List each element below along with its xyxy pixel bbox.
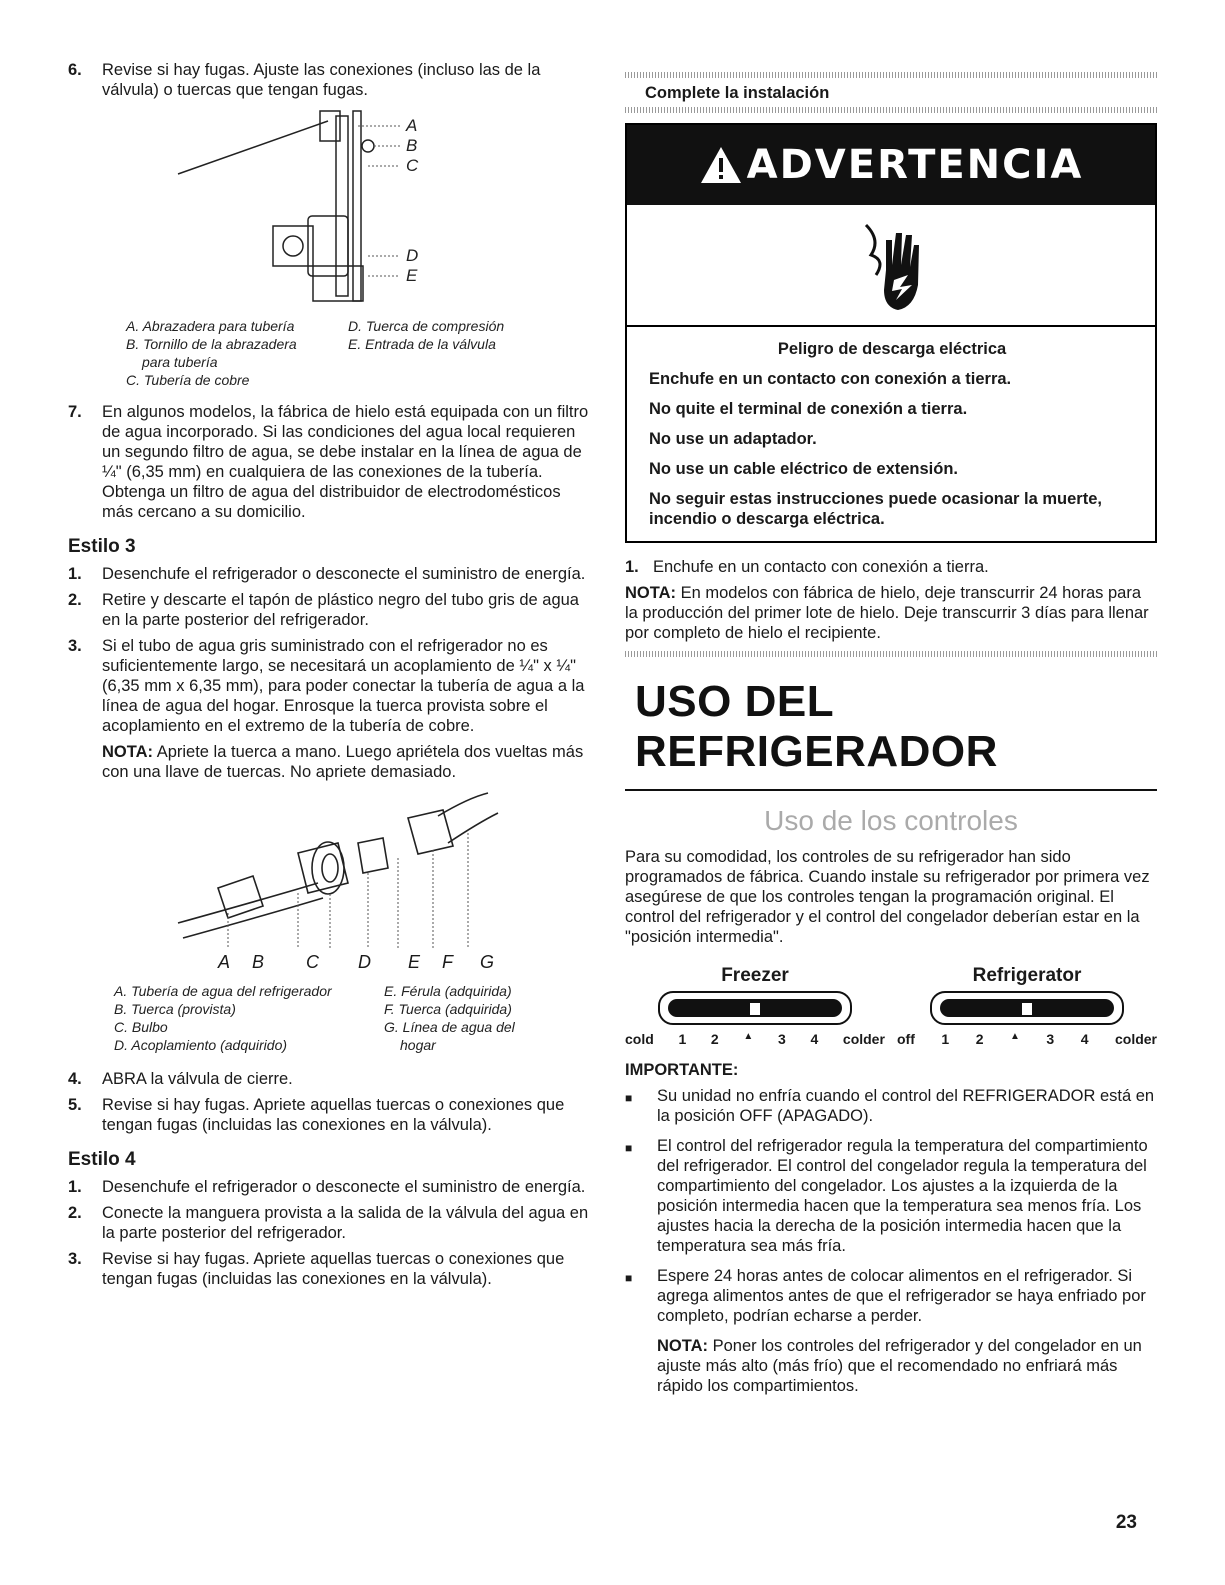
estilo3-step: 5. Revise si hay fugas. Apriete aquellas tuercas o conexiones que tengan fugas (incluidas las conexiones en la válvula). bbox=[68, 1096, 565, 1134]
scale-label: 4 bbox=[1080, 1031, 1089, 1047]
electric-shock-hand-icon bbox=[856, 215, 926, 315]
section-rule bbox=[625, 107, 1157, 113]
fig1-label-c: C bbox=[406, 156, 419, 175]
scale-label: 2 bbox=[710, 1031, 719, 1047]
refrigerator-slider[interactable] bbox=[930, 991, 1124, 1025]
estilo3-step: 3. Si el tubo de agua gris suministrado con el refrigerador no es suficientemente largo, se necesitará un acoplamiento de ¼" x ¼" (6,35 mm x 6,35 mm), para poder conectar la tubería de agua a la línea de agua del hogar. Enrosque la tuerca provista sobre el acoplamiento en el extremo de la tubería de cobre. bbox=[68, 637, 585, 735]
bullet-square-icon: ■ bbox=[625, 1141, 633, 1155]
section-heading: Complete la instalación bbox=[645, 84, 830, 102]
step-1: 1. Enchufe en un contacto con conexión a tierra. bbox=[625, 558, 989, 576]
refrigerator-label: Refrigerator bbox=[972, 965, 1082, 986]
fig1-label-d: D bbox=[406, 246, 419, 265]
scale-label: 1 bbox=[678, 1031, 687, 1047]
estilo3-note: NOTA: Apriete la tuerca a mano. Luego apriétela dos vueltas más con una llave de tuercas. No apriete demasiado. bbox=[102, 743, 584, 781]
warning-title: ADVERTENCIA bbox=[746, 142, 1084, 188]
fig2-caption: G. Línea de agua del bbox=[384, 1019, 515, 1035]
estilo-3-heading: Estilo 3 bbox=[68, 536, 136, 557]
intro-paragraph: Para su comodidad, los controles de su refrigerador han sido programados de fábrica. Cuando instale su refrigerador por primera vez asegúrese de que los controles tengan la programación original. El control del refrigerador y el control del congelador deberían estar en la "posición intermedia". bbox=[625, 848, 1150, 946]
refrigerator-slider-knob[interactable] bbox=[1021, 1002, 1033, 1016]
nota-1: NOTA: En modelos con fábrica de hielo, deje transcurrir 24 horas para la producción del primer lote de hielo. Deje transcurrir 3 días para llenar por completo de hielo el recipiente. bbox=[625, 584, 1149, 642]
refrigerator-scale bbox=[897, 1031, 1157, 1047]
shock-hazard-illustration bbox=[627, 205, 1155, 327]
scale-label: 3 bbox=[777, 1031, 786, 1047]
scale-label: off bbox=[897, 1031, 915, 1047]
coupling-figure bbox=[68, 788, 596, 958]
fig2-caption: D. Acoplamiento (adquirido) bbox=[114, 1037, 288, 1053]
fig2-label: A bbox=[218, 952, 231, 972]
bullet-item: ■ Espere 24 horas antes de colocar alimentos en el refrigerador. Si agrega alimentos antes de que el refrigerador se haya enfriado por completo, podrían echarse a perder. bbox=[625, 1267, 1146, 1325]
freezer-slider-knob[interactable] bbox=[749, 1002, 761, 1016]
estilo3-step: 1. Desenchufe el refrigerador o desconecte el suministro de energía. bbox=[68, 565, 586, 583]
freezer-slider[interactable] bbox=[658, 991, 852, 1025]
fig1-label-a: A bbox=[406, 116, 418, 135]
fig1-caption: A. Abrazadera para tubería bbox=[126, 318, 295, 334]
estilo4-step: 1. Desenchufe el refrigerador o desconecte el suministro de energía. bbox=[68, 1178, 586, 1196]
sub-title: Uso de los controles bbox=[764, 805, 1018, 836]
fig1-caption: E. Entrada de la válvula bbox=[348, 336, 496, 352]
importante-heading: IMPORTANTE: bbox=[625, 1061, 739, 1079]
main-title: USO DEL REFRIGERADOR bbox=[625, 657, 1157, 791]
fig2-label: D bbox=[358, 952, 371, 972]
page-number: 23 bbox=[1115, 1512, 1137, 1533]
scale-label: 4 bbox=[810, 1031, 819, 1047]
freezer-label: Freezer bbox=[721, 965, 789, 986]
estilo4-step: 2. Conecte la manguera provista a la salida de la válvula del agua en la parte posterior del refrigerador. bbox=[68, 1204, 589, 1242]
step-6: 6. Revise si hay fugas. Ajuste las conexiones (incluso las de la válvula) o tuercas que tengan fugas. bbox=[68, 61, 541, 99]
fig2-captions bbox=[114, 983, 596, 1055]
fig1-caption: para tubería bbox=[142, 354, 218, 370]
fig1-label-b: B bbox=[406, 136, 418, 155]
fig1-captions bbox=[126, 318, 596, 390]
fig2-label: F bbox=[442, 952, 453, 972]
freezer-scale bbox=[625, 1031, 885, 1047]
bullet-square-icon: ■ bbox=[625, 1271, 633, 1285]
warning-line: No quite el terminal de conexión a tierra. bbox=[649, 400, 968, 418]
coupling-illustration bbox=[68, 788, 596, 958]
scale-label: 2 bbox=[975, 1031, 984, 1047]
fig2-label: E bbox=[408, 952, 421, 972]
estilo3-step: 4. ABRA la válvula de cierre. bbox=[68, 1070, 293, 1088]
bullet-item: ■ El control del refrigerador regula la temperatura del compartimiento del refrigerador. El control del congelador regula la temperatura del compartimiento del congelador. Los ajustes a la izquierda de la posición intermedia hacen que la temperatura sea menos fría. Los ajustes hacia la derecha de la posición intermedia hacen que la temperatura sea más fría. bbox=[625, 1137, 1148, 1255]
bullet-square-icon: ■ bbox=[625, 1091, 633, 1105]
left-column bbox=[68, 60, 596, 1295]
fig1-caption: D. Tuerca de compresión bbox=[348, 318, 505, 334]
scale-label: ▲ bbox=[743, 1031, 754, 1042]
estilo-4-heading: Estilo 4 bbox=[68, 1149, 136, 1170]
fig2-label: C bbox=[306, 952, 319, 972]
warning-line: No use un adaptador. bbox=[649, 430, 817, 448]
fig2-label: B bbox=[252, 952, 265, 972]
right-column bbox=[625, 72, 1157, 1396]
warning-line: No use un cable eléctrico de extensión. bbox=[649, 460, 959, 478]
bullet-item: ■ Su unidad no enfría cuando el control del REFRIGERADOR está en la posición OFF (APAGADO). bbox=[625, 1087, 1155, 1125]
warning-box bbox=[625, 123, 1157, 543]
warning-title-bar bbox=[627, 125, 1155, 205]
warning-body bbox=[627, 327, 1155, 541]
scale-label: ▲ bbox=[1009, 1031, 1020, 1042]
valve-illustration bbox=[68, 106, 596, 306]
fig2-caption: C. Bulbo bbox=[114, 1019, 168, 1035]
nota-2: NOTA: Poner los controles del refrigerador y del congelador en un ajuste más alto (más frío) que el recomendado no enfriará más rápido los compartimientos. bbox=[657, 1337, 1142, 1395]
estilo4-step: 3. Revise si hay fugas. Apriete aquellas tuercas o conexiones que tengan fugas (incluidas las conexiones en la válvula). bbox=[68, 1250, 565, 1288]
fig1-caption: B. Tornillo de la abrazadera bbox=[126, 336, 297, 352]
warning-line: Enchufe en un contacto con conexión a tierra. bbox=[649, 370, 1012, 388]
estilo3-step: 2. Retire y descarte el tapón de plástico negro del tubo gris de agua en la parte posterior del refrigerador. bbox=[68, 591, 579, 629]
fig2-caption: B. Tuerca (provista) bbox=[114, 1001, 236, 1017]
warning-line: No seguir estas instrucciones puede ocasionar la muerte, incendio o descarga eléctrica. bbox=[649, 490, 1102, 528]
freezer-control bbox=[625, 965, 885, 1047]
control-sliders bbox=[625, 965, 1157, 1047]
scale-label: 1 bbox=[941, 1031, 950, 1047]
scale-label: cold bbox=[625, 1031, 654, 1047]
fig2-caption: A. Tubería de agua del refrigerador bbox=[114, 983, 332, 999]
fig2-label: G bbox=[480, 952, 495, 972]
fig1-caption: C. Tubería de cobre bbox=[126, 372, 250, 388]
fig2-caption: hogar bbox=[400, 1037, 436, 1053]
scale-label: colder bbox=[1114, 1031, 1157, 1047]
warning-heading: Peligro de descarga eléctrica bbox=[777, 340, 1007, 358]
step-7: 7. En algunos modelos, la fábrica de hielo está equipada con un filtro de agua incorporado. Si las condiciones del agua local requieren un segundo filtro de agua, se debe instalar en la línea de agua de ¼" (6,35 mm) en cualquiera de las conexiones de la tubería. Obtenga un filtro de agua del distribuidor de electrodomésticos más cercano a su domicilio. bbox=[68, 403, 589, 521]
scale-label: 3 bbox=[1046, 1031, 1055, 1047]
refrigerator-control bbox=[897, 965, 1157, 1047]
fig2-caption: E. Férula (adquirida) bbox=[384, 983, 512, 999]
fig1-label-e: E bbox=[406, 266, 418, 285]
warning-triangle-icon bbox=[699, 145, 743, 185]
fig2-caption: F. Tuerca (adquirida) bbox=[384, 1001, 512, 1017]
valve-figure bbox=[68, 106, 596, 306]
scale-label: colder bbox=[842, 1031, 885, 1047]
